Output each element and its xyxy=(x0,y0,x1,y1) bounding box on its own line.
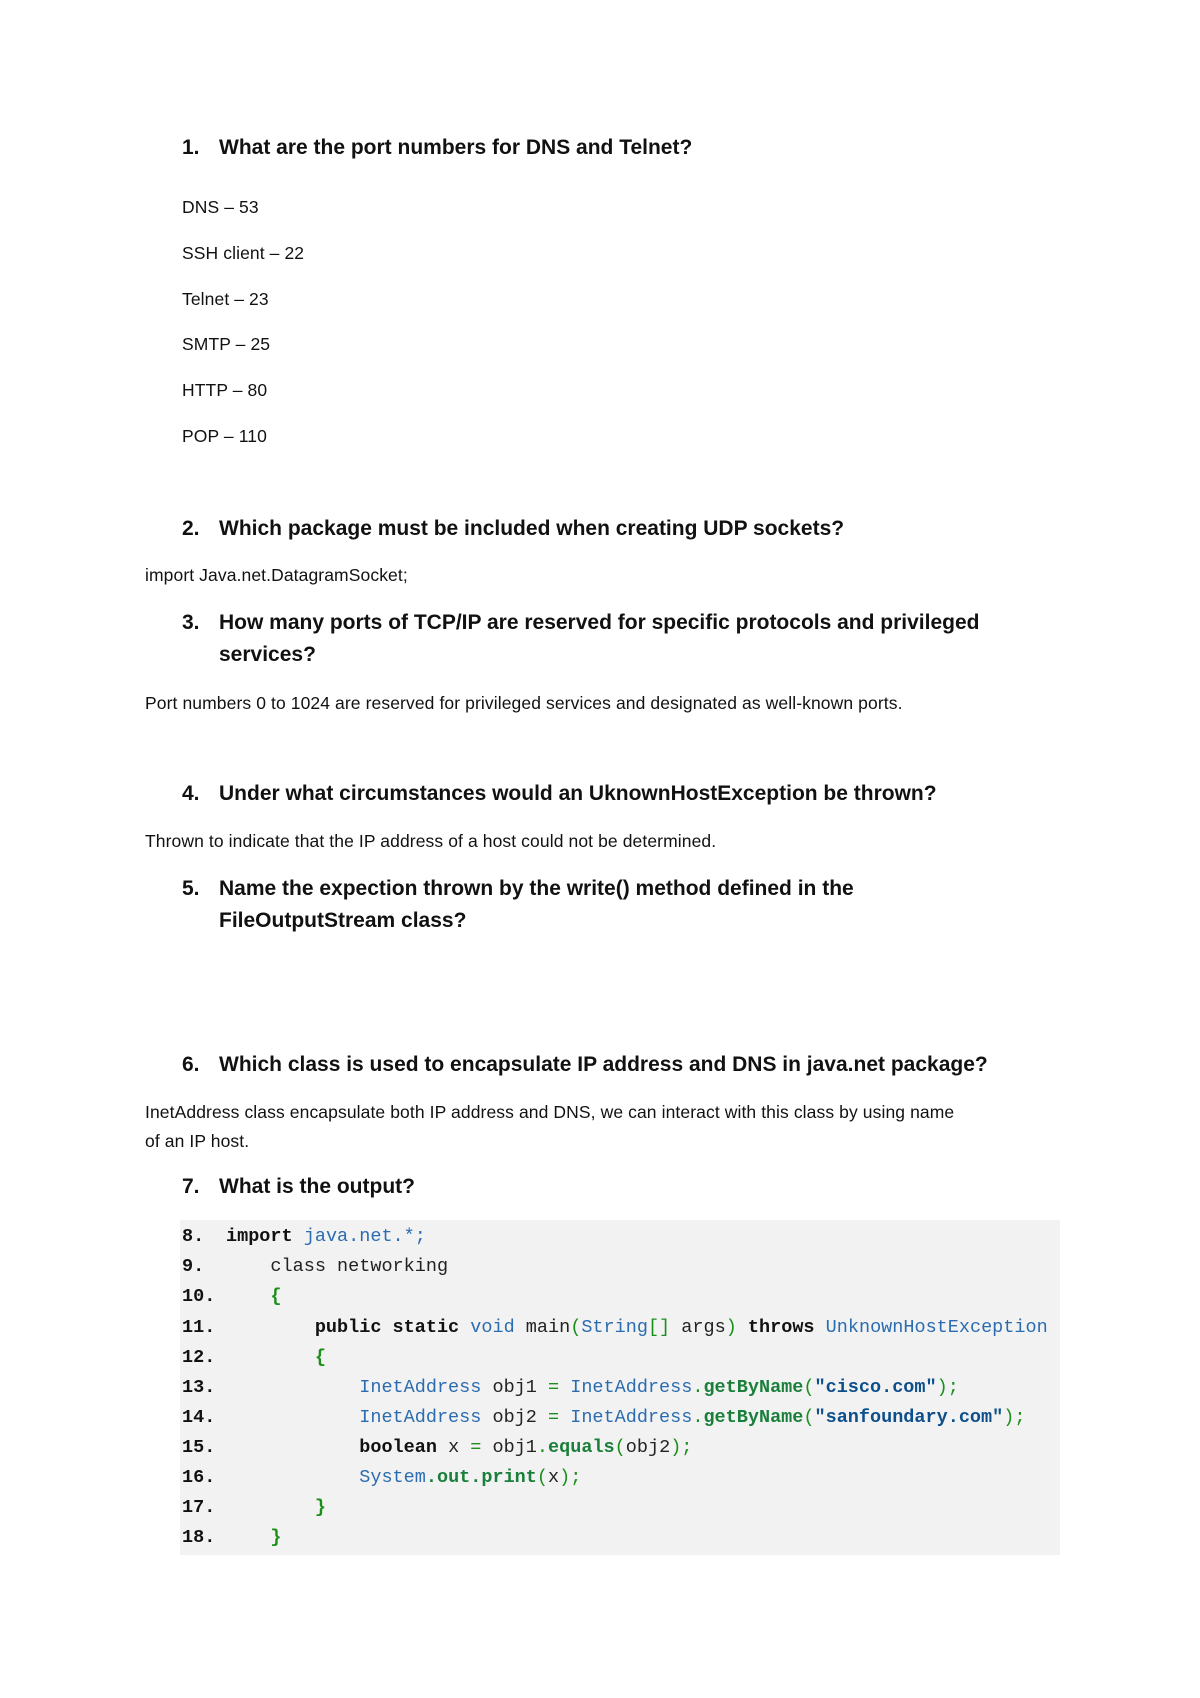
line-number: 13. xyxy=(182,1377,216,1398)
question-text: Which package must be included when creating UDP sockets? xyxy=(219,517,845,540)
question-text: FileOutputStream class? xyxy=(219,909,467,932)
operator: = xyxy=(548,1407,560,1428)
line-number: 16. xyxy=(182,1467,216,1488)
brace: { xyxy=(270,1286,282,1307)
question-text: Name the expection thrown by the write() method defined in the xyxy=(219,877,854,900)
method-name: getByName xyxy=(703,1407,804,1428)
method-name: print xyxy=(481,1467,537,1488)
punctuation: ( xyxy=(570,1317,582,1338)
string-quote: " xyxy=(925,1377,937,1398)
punctuation: ) xyxy=(725,1317,737,1338)
question-number: 4. xyxy=(182,782,200,805)
field-name: .out. xyxy=(425,1467,482,1488)
method-name: getByName xyxy=(703,1377,804,1398)
question-number: 3. xyxy=(182,611,200,634)
question-text: What is the output? xyxy=(219,1175,415,1198)
keyword: throws xyxy=(747,1317,815,1338)
question-text: What are the port numbers for DNS and Telnet? xyxy=(219,136,693,159)
code-line xyxy=(182,1377,959,1403)
brace: } xyxy=(270,1527,282,1548)
line-number: 14. xyxy=(182,1407,216,1428)
punctuation: . xyxy=(692,1377,704,1398)
method-name: equals xyxy=(548,1437,615,1458)
line-number: 8. xyxy=(182,1226,205,1247)
line-number: 17. xyxy=(182,1497,216,1518)
string-literal: sanfoundary.com xyxy=(825,1407,993,1428)
answer-2: import Java.net.DatagramSocket; xyxy=(145,565,408,585)
question-number: 5. xyxy=(182,877,200,900)
punctuation: ( xyxy=(536,1467,548,1488)
punctuation: ( xyxy=(803,1377,815,1398)
code-line xyxy=(182,1527,282,1553)
ports-list-item: DNS – 53 xyxy=(182,197,259,217)
code-line xyxy=(182,1286,282,1312)
answer-3: Port numbers 0 to 1024 are reserved for privileged services and designated as well-known ports. xyxy=(145,693,903,713)
variable: obj1 xyxy=(492,1377,537,1398)
punctuation: . xyxy=(536,1437,549,1458)
variable: x xyxy=(548,1467,560,1488)
keyword: void xyxy=(470,1317,515,1338)
code-line xyxy=(182,1437,692,1463)
ports-list-item: SSH client – 22 xyxy=(182,243,305,263)
code-line xyxy=(182,1497,326,1523)
type-name: InetAddress xyxy=(359,1377,482,1398)
keyword: boolean xyxy=(359,1437,437,1458)
type-name: InetAddress xyxy=(570,1377,693,1398)
punctuation: ( xyxy=(614,1437,626,1458)
question-text: Which class is used to encapsulate IP address and DNS in java.net package? xyxy=(219,1053,988,1076)
brace: } xyxy=(314,1497,326,1518)
punctuation: ); xyxy=(1003,1407,1026,1428)
punctuation: [] xyxy=(647,1317,671,1338)
question-text: services? xyxy=(219,643,316,666)
line-number: 10. xyxy=(182,1286,216,1307)
class-name: networking xyxy=(337,1256,449,1277)
variable: obj2 xyxy=(625,1437,671,1458)
question-number: 1. xyxy=(182,136,200,159)
type-name: String xyxy=(581,1317,648,1338)
operator: = xyxy=(548,1377,560,1398)
operator: = xyxy=(470,1437,482,1458)
ports-list-item: HTTP – 80 xyxy=(182,380,268,400)
ports-list-item: SMTP – 25 xyxy=(182,334,271,354)
line-number: 15. xyxy=(182,1437,216,1458)
punctuation: ); xyxy=(559,1467,582,1488)
code-line xyxy=(182,1256,448,1282)
code-line xyxy=(182,1467,581,1493)
question-number: 7. xyxy=(182,1175,200,1198)
parameter: args xyxy=(681,1317,726,1338)
type-name: InetAddress xyxy=(570,1407,693,1428)
line-number: 18. xyxy=(182,1527,216,1548)
punctuation: ( xyxy=(803,1407,815,1428)
code-line xyxy=(182,1407,1025,1433)
question-number: 6. xyxy=(182,1053,200,1076)
type-name: System xyxy=(359,1467,426,1488)
code-line xyxy=(182,1347,326,1373)
code-line xyxy=(182,1317,1048,1343)
method-name: main xyxy=(525,1317,571,1338)
punctuation: ); xyxy=(936,1377,959,1398)
type-name: UnknownHostException xyxy=(825,1317,1048,1338)
ports-list-item: Telnet – 23 xyxy=(182,289,269,309)
line-number: 11. xyxy=(182,1317,216,1338)
brace: { xyxy=(314,1347,326,1368)
answer-6-line: of an IP host. xyxy=(145,1131,250,1151)
string-literal: cisco.com xyxy=(825,1377,926,1398)
question-number: 2. xyxy=(182,517,200,540)
package-name: java.net.*; xyxy=(303,1226,426,1247)
question-text: Under what circumstances would an UknownHostException be thrown? xyxy=(219,782,937,805)
line-number: 12. xyxy=(182,1347,216,1368)
keyword: class xyxy=(270,1256,326,1277)
variable: obj1 xyxy=(492,1437,537,1458)
string-quote: " xyxy=(814,1377,826,1398)
line-number: 9. xyxy=(182,1256,205,1277)
ports-list-item: POP – 110 xyxy=(182,426,267,446)
answer-4: Thrown to indicate that the IP address of a host could not be determined. xyxy=(145,831,717,851)
code-line xyxy=(182,1226,426,1252)
type-name: InetAddress xyxy=(359,1407,482,1428)
keyword: import xyxy=(226,1226,293,1247)
question-text: How many ports of TCP/IP are reserved for specific protocols and privileged xyxy=(219,611,980,634)
punctuation: ); xyxy=(670,1437,693,1458)
string-quote: " xyxy=(992,1407,1004,1428)
variable: obj2 xyxy=(492,1407,537,1428)
variable: x xyxy=(448,1437,460,1458)
punctuation: . xyxy=(692,1407,704,1428)
answer-6-line: InetAddress class encapsulate both IP address and DNS, we can interact with this class by using name xyxy=(145,1102,955,1122)
keyword: public static xyxy=(314,1317,460,1338)
string-quote: " xyxy=(814,1407,826,1428)
